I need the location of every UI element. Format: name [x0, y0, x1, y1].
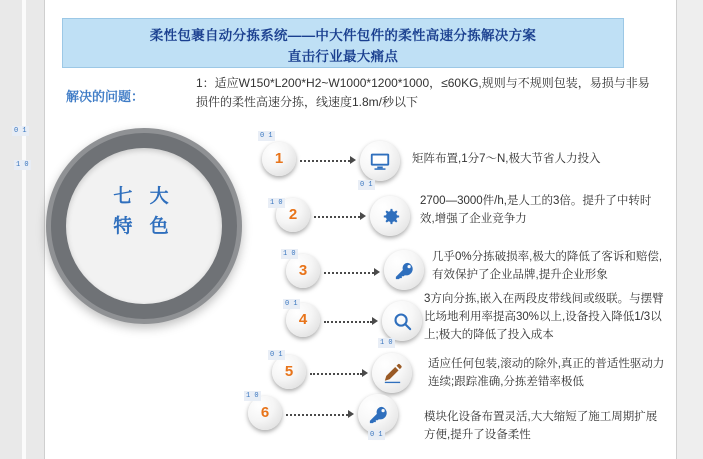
left-band-highlight: [22, 0, 26, 459]
binary-decor: 0 1: [14, 127, 27, 135]
connector-5: [310, 373, 362, 377]
feature-text-5: 适应任何包装,滚动的除外,真正的普适性驱动力连续;跟踪准确,分拣差错率极低: [428, 358, 665, 388]
binary-decor: 0 1: [260, 132, 273, 140]
feature-number-1: 1: [262, 142, 296, 176]
pen-icon: [372, 353, 412, 393]
feature-text-1: 矩阵布置,1分7～N,极大节省人力投入: [412, 153, 601, 165]
binary-decor: 1 0: [246, 392, 259, 400]
connector-4: [324, 321, 372, 325]
connector-2: [314, 216, 360, 220]
binary-decor: 1 0: [270, 199, 283, 207]
gear-icon: [370, 196, 410, 236]
connector-arrow-2: [360, 212, 366, 220]
title-line-1: 柔性包裹自动分拣系统——中大件包件的柔性高速分拣解决方案: [149, 28, 537, 43]
title-line-2: 直击行业最大痛点: [287, 49, 399, 64]
binary-decor: 0 1: [285, 300, 298, 308]
feature-number-5: 5: [272, 355, 306, 389]
feature-number-6: 6: [248, 396, 282, 430]
problem-label: 解决的问题：: [66, 89, 145, 104]
binary-decor: 0 1: [270, 351, 283, 359]
key-icon: [384, 250, 424, 290]
connector-3: [324, 272, 374, 276]
right-decorative-band: [677, 0, 703, 459]
feature-text-2: 2700—3000件/h,是人工的3倍。提升了中转时效,增强了企业竞争力: [420, 195, 652, 225]
binary-decor: 0 1: [370, 431, 383, 439]
binary-decor: 0 1: [360, 181, 373, 189]
ring-label: [66, 182, 222, 242]
connector-arrow-1: [350, 156, 356, 164]
divider-line-left: [44, 0, 45, 459]
ring-label-line-1: 七 大: [113, 186, 175, 207]
divider-line-right: [676, 0, 677, 459]
feature-text-3: 几乎0%分拣破损率,极大的降低了客诉和赔偿,有效保护了企业品牌,提升企业形象: [432, 251, 663, 281]
key-icon-secondary: [358, 394, 398, 434]
feature-number-2: 2: [276, 198, 310, 232]
problem-text: 1：适应W150*L200*H2~W1000*1200*1000，≤60KG,规则与不规则包装，易损与非易损件的柔性高速分拣，线速度1.8m/秒以下: [196, 76, 650, 109]
binary-decor: 1 0: [283, 250, 296, 258]
monitor-icon: [360, 141, 400, 181]
connector-arrow-4: [372, 317, 378, 325]
magnifier-icon: [382, 301, 422, 341]
connector-arrow-6: [348, 410, 354, 418]
connector-1: [300, 160, 350, 164]
feature-text-6: 模块化设备布置灵活,大大缩短了施工周期扩展方便,提升了设备柔性: [424, 411, 658, 441]
slide-title-banner: [62, 18, 624, 68]
connector-arrow-5: [362, 369, 368, 377]
feature-text-4: 3方向分拣,嵌入在两段皮带线间或级联。与摆臂比场地利用率提高30%以上,设备投入降低1/3以上;极大的降低了投入成本: [424, 293, 664, 341]
ring-label-line-2: 特 色: [113, 216, 175, 237]
connector-6: [286, 414, 348, 418]
feature-ring-graphic: [46, 128, 242, 324]
binary-decor: 1 0: [16, 161, 29, 169]
feature-number-3: 3: [286, 254, 320, 288]
connector-arrow-3: [374, 268, 380, 276]
binary-decor: 1 0: [380, 339, 393, 347]
feature-number-4: 4: [286, 303, 320, 337]
